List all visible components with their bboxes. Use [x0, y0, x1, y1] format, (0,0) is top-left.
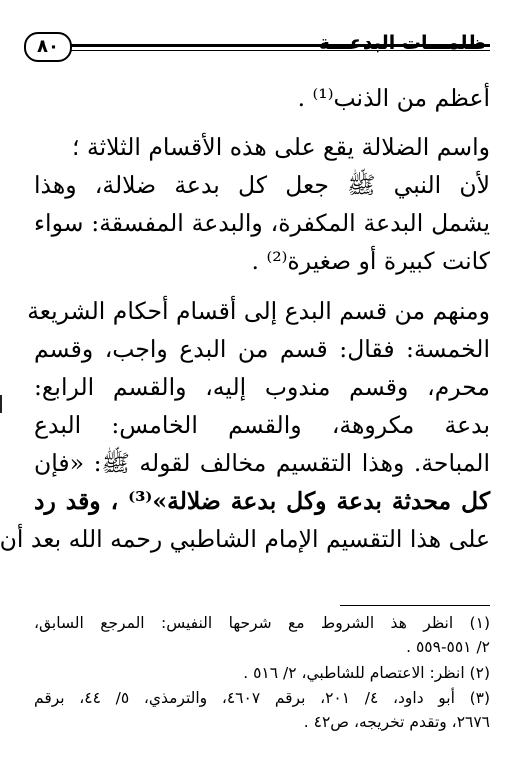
footnote-line: (١) انظر هذ الشروط مع شرحها النفيس: المرجع السابق،	[34, 614, 490, 632]
page-number: ٨٠	[24, 32, 72, 62]
text-line: المباحة. وهذا التقسيم مخالف لقوله ﷺ: «فإن	[34, 449, 490, 477]
text-line: الخمسة: فقال: قسم من البدع واجب، وقسم	[34, 335, 490, 363]
text-line: واسم الضلالة يقع على هذه الأقسام الثلاثة ؛	[72, 133, 490, 161]
text-line: ومنهم من قسم البدع إلى أقسام أحكام الشريعة	[27, 297, 490, 325]
page-header	[24, 30, 490, 66]
hadith-quote-line: كل محدثة بدعة وكل بدعة ضلالة»⁽³⁾ ، وقد رد	[34, 487, 491, 515]
running-title: ظلمـــات البدعـــة	[318, 32, 486, 54]
footnote-line: ٢٦٧٦، وتقدم تخريجه، ص٤٢ .	[303, 713, 490, 731]
text-line: محرم، وقسم مندوب إليه، والقسم الرابع:	[34, 373, 490, 401]
footnote-line: (٢) انظر: الاعتصام للشاطبي، ٢/ ٥١٦ .	[243, 664, 490, 682]
text-line: بدعة مكروهة، والقسم الخامس: البدع	[34, 411, 490, 439]
footnote-line: (٣) أبو داود، ٤/ ٢٠١، برقم ٤٦٠٧، والترمذي، ٥/ ٤٤، برقم	[34, 689, 491, 707]
text-line: يشمل البدعة المكفرة، والبدعة المفسقة: سواء	[34, 209, 490, 237]
text-line: أعظم من الذنب⁽¹⁾ .	[297, 84, 490, 112]
footnote-line: ٢/ ٥٥١-٥٥٩ .	[406, 638, 490, 656]
text-line: على هذا التقسيم الإمام الشاطبي رحمه الله بعد أن	[0, 525, 490, 553]
text-line: كانت كبيرة أو صغيرة⁽²⁾ .	[251, 247, 490, 275]
footnote-separator	[340, 605, 490, 606]
text-line: لأن النبي ﷺ جعل كل بدعة ضلالة، وهذا	[34, 171, 490, 199]
margin-mark	[0, 395, 2, 413]
